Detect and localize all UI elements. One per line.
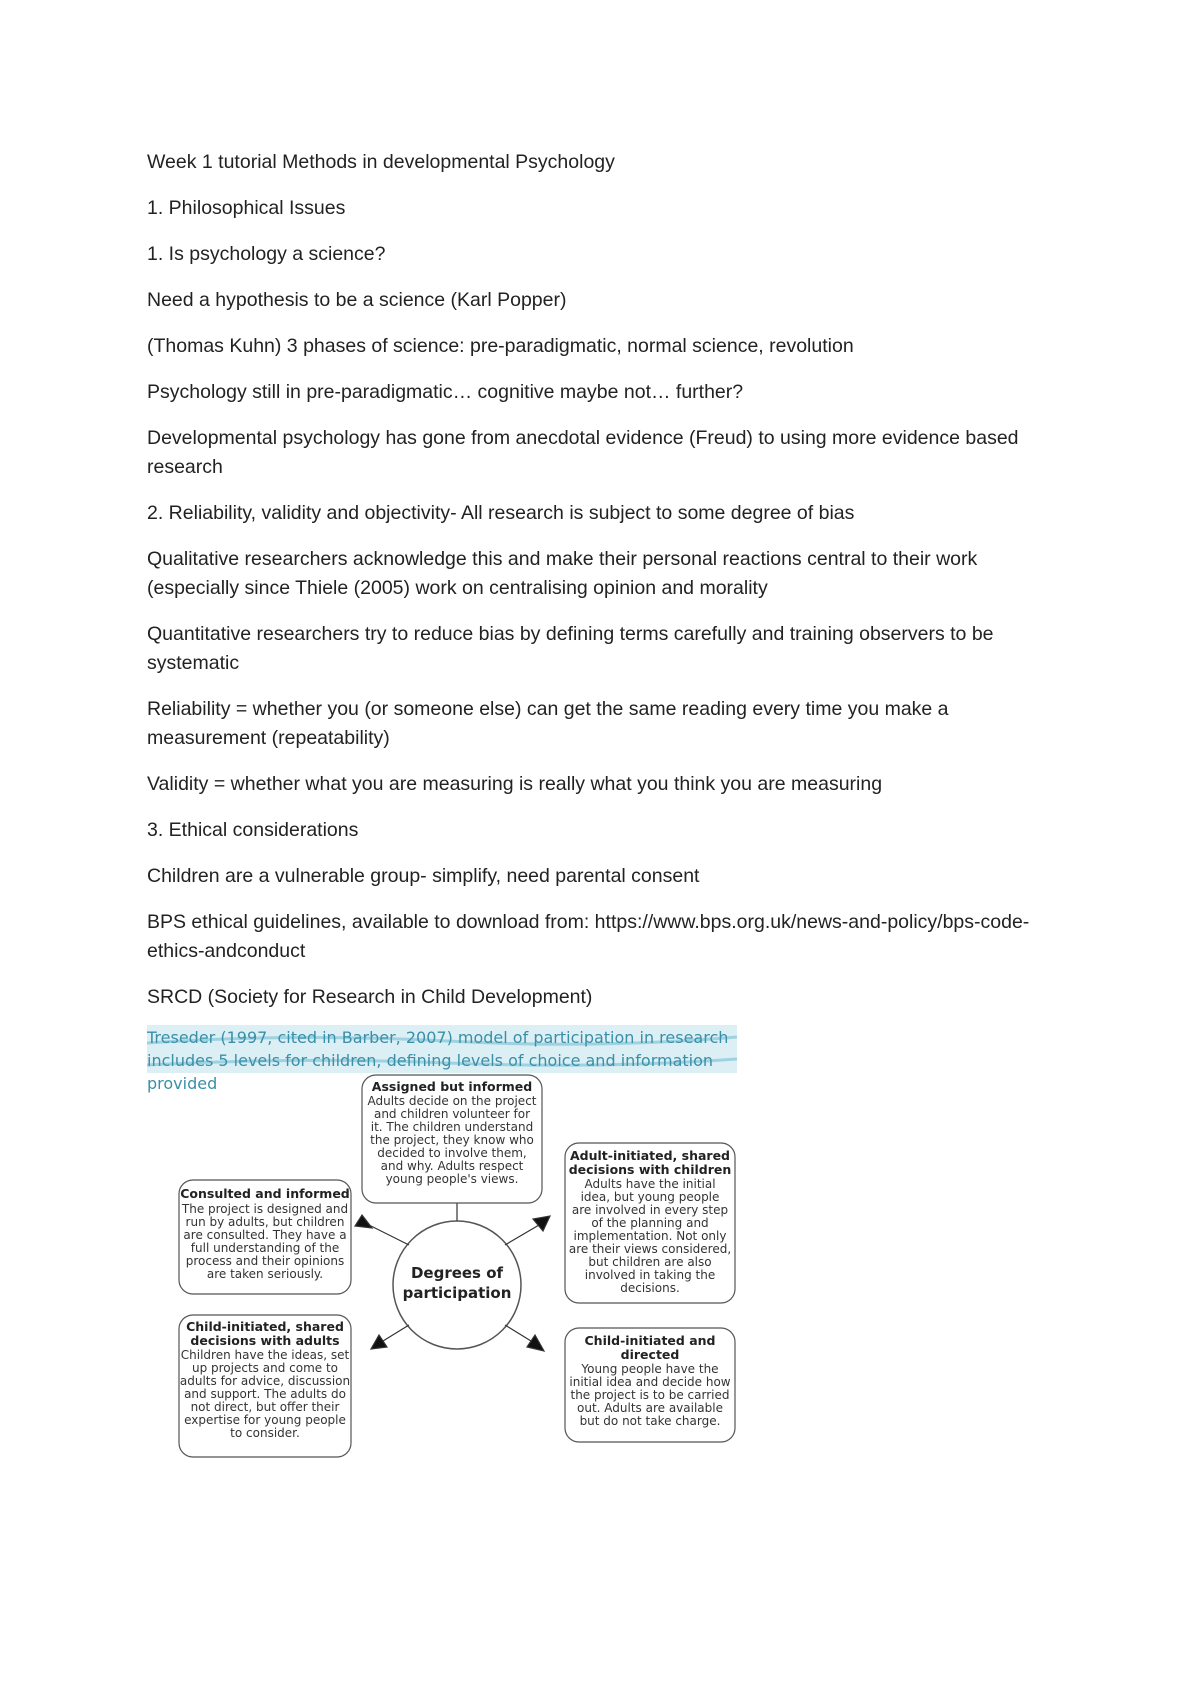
box-line: out. Adults are available [577,1401,723,1415]
box-line: young people's views. [385,1172,519,1186]
text-line: Reliability = whether you (or someone else) can get the same reading every time you make a measurement (repeatability) [147,698,949,749]
box-line: the project is to be carried [570,1388,730,1402]
text-line: Children are a vulnerable group- simplify, need parental consent [147,865,700,887]
box-line: Adults have the initial [584,1177,716,1191]
box-line: process and their opinions [185,1254,345,1268]
box-line: it. The children understand [370,1120,534,1134]
text-line: 3. Ethical considerations [147,819,359,841]
box-line: idea, but young people [580,1190,720,1204]
document-title: Week 1 tutorial Methods in developmental Psychology [147,151,615,173]
text-line: (Thomas Kuhn) 3 phases of science: pre-paradigmatic, normal science, revolution [147,335,854,357]
box-line: but children are also [588,1255,712,1269]
text-line: Psychology still in pre-paradigmatic… cognitive maybe not… further? [147,381,744,403]
box-title: Child-initiated, shared [186,1319,344,1334]
box-line: Children have the ideas, set [180,1348,350,1362]
box-line: initial idea and decide how [569,1375,731,1389]
box-line: and support. The adults do [184,1387,346,1401]
text-line: Developmental psychology has gone from anecdotal evidence (Freud) to using more evidence based research [147,427,1019,478]
box-line: are taken seriously. [206,1267,324,1281]
text-line: SRCD (Society for Research in Child Development) [147,986,593,1008]
box-line: The project is designed and [181,1202,349,1216]
box-adult-initiated [565,1143,735,1303]
text-line: 2. Reliability, validity and objectivity- All research is subject to some degree of bias [147,502,855,524]
box-line: and children volunteer for [373,1107,531,1121]
arrow-down-right [505,1325,531,1341]
box-line: not direct, but offer their [190,1400,340,1414]
arrow-up-right [505,1225,539,1245]
center-label: Degrees of [410,1264,504,1282]
box-child-initiated-shared [179,1315,351,1457]
box-line: expertise for young people [184,1413,346,1427]
box-title: Child-initiated and [584,1333,716,1348]
arrow-down-left [383,1325,409,1341]
text-line: Qualitative researchers acknowledge this and make their personal reactions central to their work (especially since Thiele (2005) work on centralising opinion and morality [147,548,978,599]
box-line: but do not take charge. [579,1414,721,1428]
box-line: are their views considered, [568,1242,732,1256]
box-line: to consider. [230,1426,300,1440]
figure-caption-line: includes 5 levels for children, defining levels of choice and information [147,1051,714,1070]
box-line: and why. Adults respect [380,1159,524,1173]
participation-figure [147,1023,737,1461]
box-line: full understanding of the [190,1241,340,1255]
box-line: are consulted. They have a [183,1228,347,1242]
box-title: Consulted and informed [180,1186,350,1201]
arrow-up-left-head [355,1215,372,1228]
box-title: decisions with adults [190,1333,340,1348]
box-title: decisions with children [568,1162,732,1177]
participation-diagram [147,1023,737,1461]
box-line: adults for advice, discussion [179,1374,351,1388]
document-body [147,148,1067,1029]
arrow-up-right-head [533,1216,550,1231]
arrow-down-left-head [371,1335,387,1349]
box-line: implementation. Not only [573,1229,727,1243]
text-line: 1. Philosophical Issues [147,197,346,219]
text-line: 1. Is psychology a science? [147,243,386,265]
box-line: involved in taking the [584,1268,716,1282]
box-child-initiated-directed [565,1328,735,1442]
arrow-down-right-head [527,1335,544,1351]
box-line: Adults decide on the project [367,1094,537,1108]
text-line: Need a hypothesis to be a science (Karl Popper) [147,289,567,311]
box-title: Assigned but informed [371,1079,533,1094]
box-line: up projects and come to [191,1361,339,1375]
box-line: Young people have the [581,1362,719,1376]
box-line: run by adults, but children [185,1215,345,1229]
box-line: are involved in every step [571,1203,729,1217]
box-consulted-informed [179,1180,351,1294]
box-assigned-informed [362,1075,542,1203]
box-line: the project, they know who [370,1133,534,1147]
box-title: directed [620,1347,680,1362]
figure-caption-line: Treseder (1997, cited in Barber, 2007) model of participation in research [147,1028,729,1047]
arrow-up-left [365,1223,409,1245]
figure-caption-line: provided [147,1074,218,1093]
text-line: Validity = whether what you are measuring is really what you think you are measuring [147,773,883,795]
text-line: BPS ethical guidelines, available to download from: https://www.bps.org.uk/news-and-policy/bps-code-ethics-andconduct [147,911,1030,962]
box-line: of the planning and [591,1216,709,1230]
text-line: Quantitative researchers try to reduce bias by defining terms carefully and training observers to be systematic [147,623,994,674]
box-title: Adult-initiated, shared [570,1148,730,1163]
box-line: decided to involve them, [377,1146,527,1160]
box-line: decisions. [620,1281,680,1295]
center-label: participation [402,1284,512,1302]
